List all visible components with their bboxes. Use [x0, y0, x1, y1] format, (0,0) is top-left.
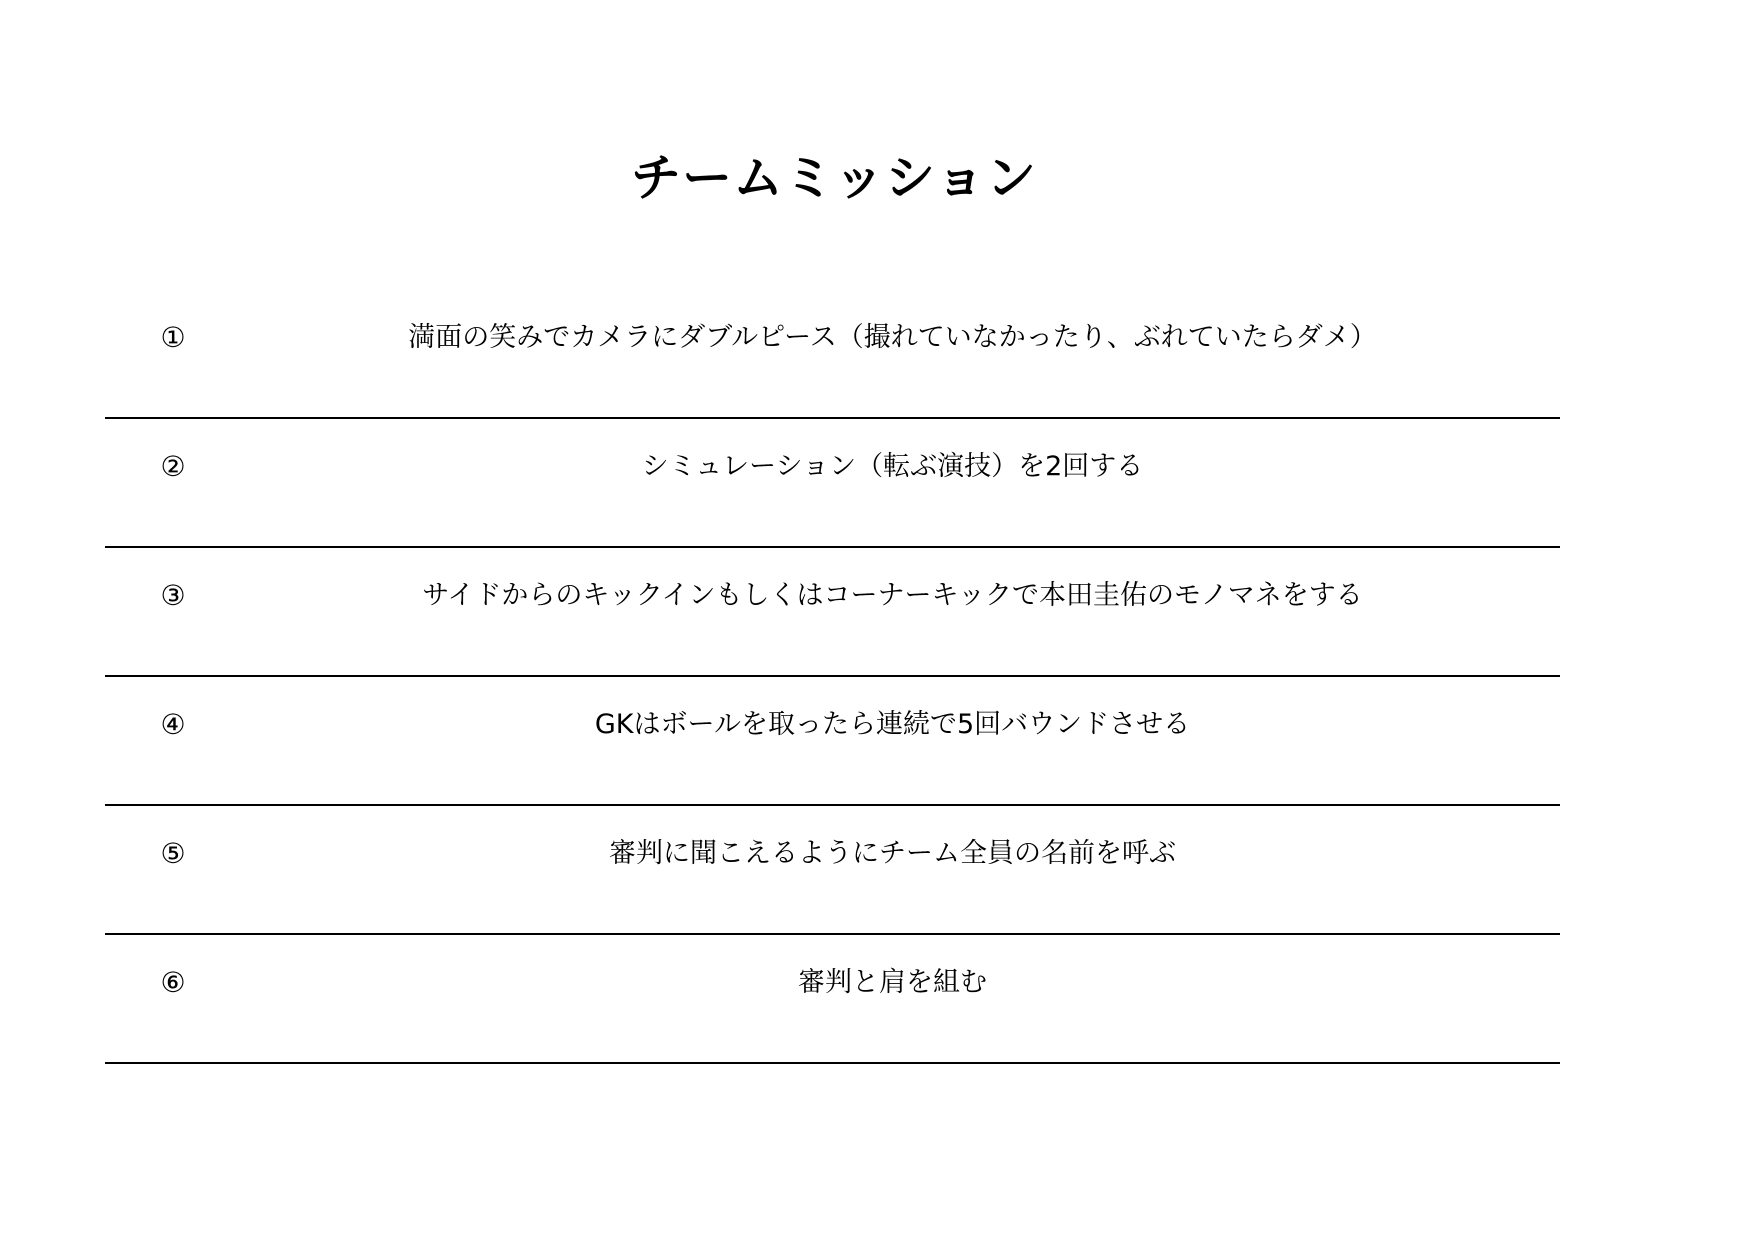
mission-text: GKはボールを取ったら連続で5回バウンドさせる [594, 709, 1191, 740]
mission-row [105, 419, 1560, 548]
mission-text: 満面の笑みでカメラにダブルピース（撮れていなかったり、ぶれていたらダメ） [408, 322, 1377, 353]
mission-text: 審判と肩を組む [798, 967, 987, 998]
mission-number: ⑤ [160, 837, 186, 870]
mission-number: ④ [160, 708, 186, 741]
mission-row [105, 290, 1560, 419]
mission-number: ③ [160, 579, 186, 612]
mission-text: サイドからのキックインもしくはコーナーキックで本田圭佑のモノマネをする [422, 580, 1363, 611]
mission-row [105, 806, 1560, 935]
mission-text: 審判に聞こえるようにチーム全員の名前を呼ぶ [609, 838, 1176, 869]
page-title: チームミッション [631, 149, 1037, 207]
mission-number: ② [160, 450, 186, 483]
mission-row [105, 935, 1560, 1064]
mission-row [105, 677, 1560, 806]
mission-number: ⑥ [160, 966, 186, 999]
mission-row [105, 548, 1560, 677]
mission-list [105, 290, 1560, 1064]
mission-text: シミュレーション（転ぶ演技）を2回する [641, 451, 1144, 482]
mission-number: ① [160, 321, 186, 354]
